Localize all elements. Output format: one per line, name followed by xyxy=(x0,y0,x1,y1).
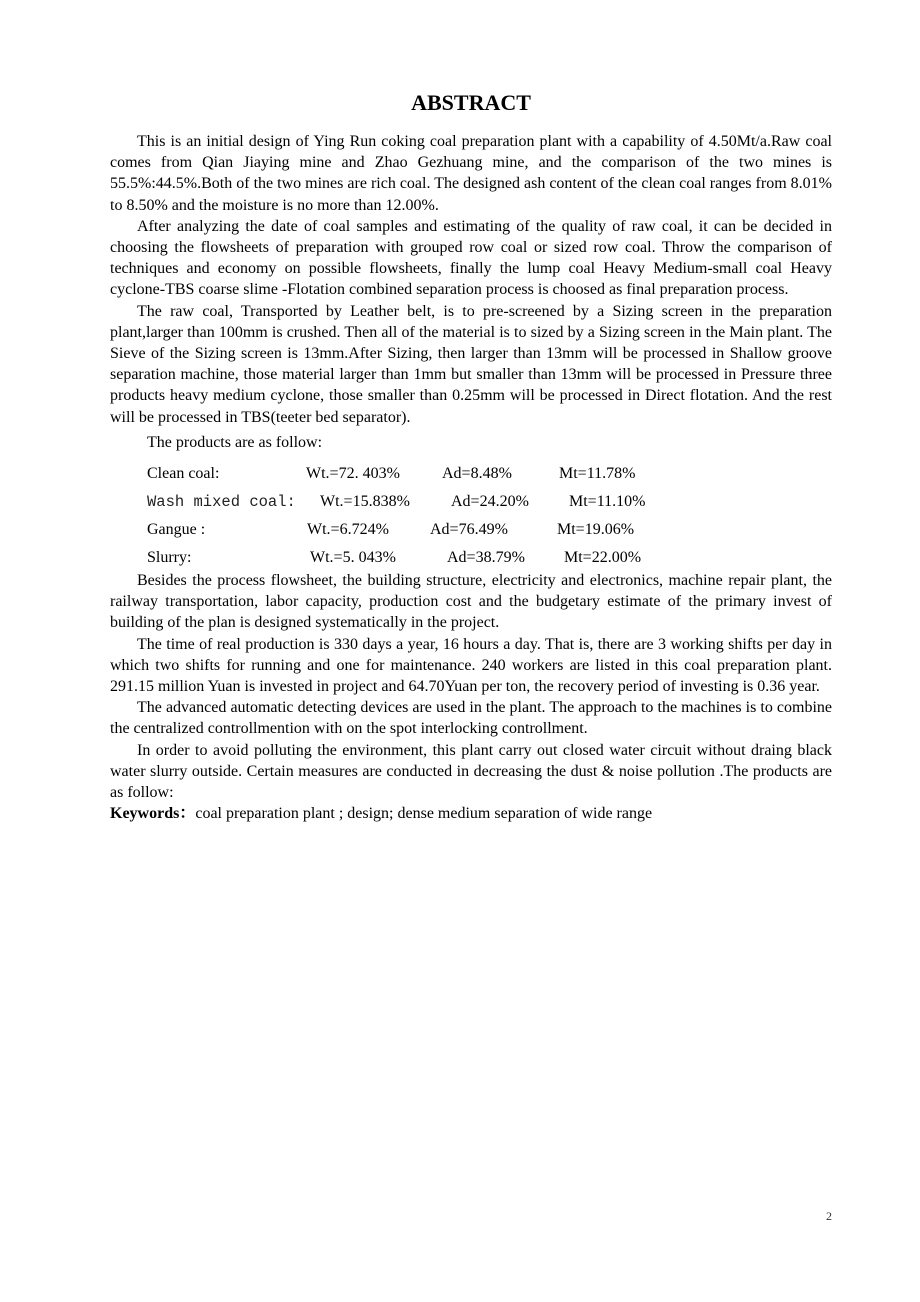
product-row-wash-mixed-coal xyxy=(110,488,832,516)
paragraph-automation: The advanced automatic detecting devices are used in the plant. The approach to the machines is to combine the centralized controllmention with on the spot interlocking controllment. xyxy=(110,699,832,738)
product-row-gangue xyxy=(110,516,832,544)
product-ad: Ad=38.79% xyxy=(447,549,525,567)
product-row-slurry xyxy=(110,544,832,572)
product-wt: Wt.=72. 403% xyxy=(306,465,400,483)
product-name: Wash mixed coal: xyxy=(147,493,296,512)
product-wt: Wt.=6.724% xyxy=(307,521,389,539)
paragraph-production: The time of real production is 330 days a year, 16 hours a day. That is, there are 3 working shifts per day in which two shifts for running and one for maintenance. 240 workers are listed in this coal preparation plant. 291.15 million Yuan is invested in project and 64.70Yuan per ton, the recovery period of investing is 0.36 year. xyxy=(110,635,832,696)
product-wt: Wt.=5. 043% xyxy=(310,549,396,567)
product-ad: Ad=76.49% xyxy=(430,521,508,539)
page-number: 2 xyxy=(826,1209,832,1223)
products-intro: The products are as follow: xyxy=(147,433,323,451)
product-ad: Ad=24.20% xyxy=(451,493,529,511)
keywords xyxy=(110,803,832,825)
paragraph-flowsheet: After analyzing the date of coal samples and estimating of the quality of raw coal, it can be decided in choosing the flowsheets of preparation with grouped row coal or sized row coal. Throw the comparison of techniques and economy on possible flowsheets, finally the lump coal Heavy Medium-small coal Heavy cyclone-TBS coarse slime -Flotation combined separation process is choosed as final preparation process. xyxy=(110,217,832,299)
paragraph-design-scope: Besides the process flowsheet, the building structure, electricity and electronics, machine repair plant, the railway transportation, labor capacity, production cost and the budgetary estimate of the primary invest of building of the plan is designed systematically in the project. xyxy=(110,572,832,632)
page-title: ABSTRACT xyxy=(411,90,531,115)
keywords-text: coal preparation plant ; design; dense medium separation of wide range xyxy=(195,805,653,823)
product-name: Gangue : xyxy=(147,521,206,539)
abstract-page xyxy=(110,88,832,825)
product-name: Clean coal: xyxy=(147,465,220,483)
product-wt: Wt.=15.838% xyxy=(320,493,410,511)
paragraph-process: The raw coal, Transported by Leather belt, is to pre-screened by a Sizing screen in the preparation plant,larger than 100mm is crushed. Then all of the material is to sized by a Sizing screen in the Main plant. The Sieve of the Sizing screen is 13mm.After Sizing, then larger than 13mm will be processed in Shallow groove separation machine, those material larger than 1mm but smaller than 13mm will be processed in Pressure three products heavy medium cyclone, those smaller than 0.25mm will be processed in Direct flotation. And the rest will be processed in TBS(teeter bed separator). xyxy=(110,302,832,426)
keywords-label: Keywords： xyxy=(110,805,196,823)
product-mt: Mt=22.00% xyxy=(564,549,642,567)
products-table xyxy=(110,460,832,572)
product-mt: Mt=11.78% xyxy=(559,465,636,483)
product-mt: Mt=19.06% xyxy=(557,521,635,539)
product-ad: Ad=8.48% xyxy=(442,465,512,483)
product-row-clean-coal xyxy=(110,460,832,488)
paragraph-overview: This is an initial design of Ying Run coking coal preparation plant with a capability of 4.50Mt/a.Raw coal comes from Qian Jiaying mine and Zhao Gezhuang mine, and the comparison of the two mines is 55.5%:44.5%.Both of the two mines are rich coal. The designed ash content of the clean coal ranges from 8.01% to 8.50% and the moisture is no more than 12.00%. xyxy=(110,133,832,214)
paragraph-environment: In order to avoid polluting the environment, this plant carry out closed water circuit without draing black water slurry outside. Certain measures are conducted in decreasing the dust & noise pollution .The products are as follow: xyxy=(110,741,832,802)
product-name: Slurry: xyxy=(147,549,192,567)
product-mt: Mt=11.10% xyxy=(569,493,646,511)
